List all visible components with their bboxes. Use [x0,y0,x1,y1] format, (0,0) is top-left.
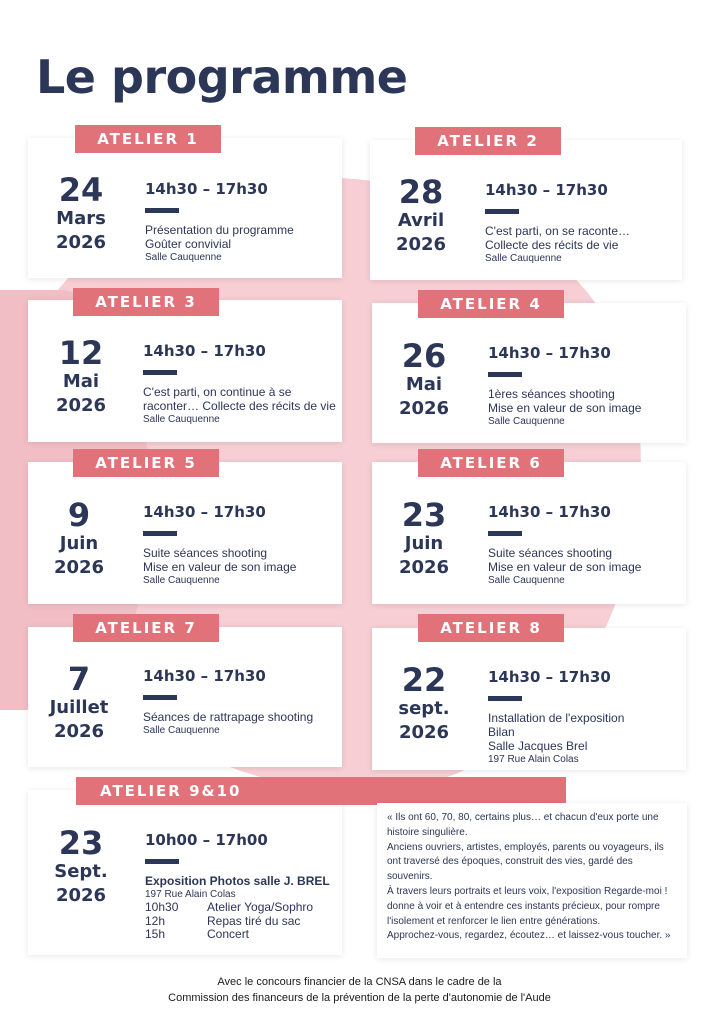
date-day: 7 [67,660,91,698]
date-month: Mai [405,374,443,395]
atelier-venue: Salle Cauquenne [488,416,565,427]
atelier-venue: Salle Cauquenne [488,575,565,586]
divider-bar [145,859,179,864]
date-year: 2026 [55,395,107,416]
atelier-venue: Salle Cauquenne [143,414,220,425]
date-day: 23 [401,496,447,534]
date-month: Mars [56,208,106,229]
date-month: Juin [404,533,444,554]
atelier-desc-line: Collecte des récits de vie [485,238,619,252]
atelier-date-8 [380,662,468,746]
date-month: Avril [397,210,445,231]
date-month: Juillet [49,697,109,718]
atelier-desc-line: Mise en valeur de son image [488,401,642,415]
atelier-date-4 [380,338,468,422]
atelier-desc-line: Suite séances shooting [143,546,268,560]
divider-bar [488,372,522,377]
atelier-tag-2: ATELIER 2 [415,127,561,155]
atelier-desc-line: Mise en valeur de son image [143,560,297,574]
date-day: 22 [401,661,447,699]
atelier-time: 14h30 – 17h30 [143,342,266,360]
atelier-tag-1: ATELIER 1 [75,125,221,153]
divider-bar [488,531,522,536]
atelier-tag-8: ATELIER 8 [418,614,564,642]
atelier-info-8 [488,668,680,766]
atelier-info-6 [488,503,680,587]
atelier-tag-3: ATELIER 3 [73,288,219,316]
atelier-desc-line: Mise en valeur de son image [488,560,642,574]
atelier-date-7 [35,661,123,745]
quote-paragraph: Anciens ouvriers, artistes, employés, parents ou voyageurs, ils ont traversé des époques, construit des vies, gardé des souvenirs. [387,841,664,883]
schedule-row [145,915,340,929]
date-day: 12 [58,334,104,372]
atelier-time: 14h30 – 17h30 [143,503,266,521]
quote-paragraph: « Ils ont 60, 70, 80, certains plus… et chacun d'eux porte une histoire singulière. [387,812,659,838]
atelier-tag-9-10: ATELIER 9&10 [76,777,566,805]
date-year: 2026 [53,721,105,742]
expo-title: Exposition Photos salle J. BREL [145,874,330,888]
atelier-desc-line: raconter… Collecte des récits de vie [143,399,336,413]
atelier-info-5 [143,503,338,587]
date-month: Mai [62,371,100,392]
atelier-desc-line: Installation de l'exposition [488,711,625,725]
atelier-desc-line: Salle Jacques Brel [488,739,588,753]
atelier-venue: Salle Cauquenne [145,252,222,263]
atelier-desc-line: 1ères séances shooting [488,387,615,401]
date-year: 2026 [55,232,107,253]
atelier-venue: 197 Rue Alain Colas [488,754,579,765]
schedule-label: Repas tiré du sac [207,913,301,928]
atelier-info-9-10 [145,831,340,942]
quote-paragraph: Approchez-vous, regardez, écoutez… et laissez-vous toucher. » [387,930,671,942]
atelier-date-3 [37,335,125,419]
date-year: 2026 [53,557,105,578]
atelier-date-2 [377,174,465,258]
date-year: 2026 [55,885,107,906]
divider-bar [143,695,177,700]
quote-paragraph: À travers leurs portraits et leurs voix, l'exposition Regarde-moi ! donne à voir et à entendre ces instants précieux, pour rompre l'isolement et renforcer le lien entre générations. [387,885,668,927]
date-year: 2026 [398,557,450,578]
date-year: 2026 [395,234,447,255]
atelier-time: 14h30 – 17h30 [488,503,611,521]
atelier-venue: Salle Cauquenne [143,725,220,736]
atelier-info-7 [143,667,338,737]
footer-line: Avec le concours financier de la CNSA dans le cadre de la [217,976,502,988]
date-month: Juin [59,533,99,554]
atelier-date-5 [35,497,123,581]
atelier-info-1 [145,180,335,264]
atelier-time: 14h30 – 17h30 [488,668,611,686]
divider-bar [143,370,177,375]
schedule-label: Concert [207,927,250,941]
divider-bar [143,531,177,536]
atelier-desc-line: Présentation du programme [145,223,294,237]
schedule-row [145,928,340,942]
date-month: sept. [398,698,450,719]
atelier-tag-6: ATELIER 6 [418,449,564,477]
date-day: 26 [401,337,447,375]
divider-bar [145,208,179,213]
atelier-desc-line: Séances de rattrapage shooting [143,710,314,724]
atelier-info-2 [485,181,675,265]
schedule-label: Atelier Yoga/Sophro [207,900,314,914]
footer-line: Commission des financeurs de la prévention de la perte d'autonomie de l'Aude [168,992,551,1004]
atelier-date-9-10 [37,825,125,909]
atelier-desc-line: Bilan [488,725,515,739]
date-day: 9 [67,496,91,534]
footer-credits [0,974,719,1006]
schedule-time: 15h [145,927,166,941]
atelier-date-6 [380,497,468,581]
atelier-desc-line: Goûter convivial [145,237,232,251]
schedule-row [145,901,340,915]
atelier-venue: Salle Cauquenne [143,575,220,586]
atelier-time: 14h30 – 17h30 [145,180,268,198]
date-year: 2026 [398,722,450,743]
atelier-info-4 [488,344,680,428]
date-year: 2026 [398,398,450,419]
divider-bar [488,696,522,701]
atelier-desc-line: C'est parti, on se raconte… [485,224,631,238]
quote-box [377,803,687,958]
date-day: 23 [58,824,104,862]
atelier-desc-line: C'est parti, on continue à se [143,385,292,399]
atelier-time: 14h30 – 17h30 [485,181,608,199]
atelier-tag-7: ATELIER 7 [73,614,219,642]
date-day: 24 [58,171,104,209]
atelier-desc-line: Suite séances shooting [488,546,613,560]
atelier-venue: 197 Rue Alain Colas [145,889,236,900]
schedule-time: 12h [145,913,166,928]
atelier-time: 10h00 – 17h00 [145,831,268,849]
atelier-tag-4: ATELIER 4 [418,290,564,318]
atelier-info-3 [143,342,338,426]
atelier-time: 14h30 – 17h30 [143,667,266,685]
atelier-tag-5: ATELIER 5 [73,449,219,477]
page-title: Le programme [36,50,408,104]
atelier-venue: Salle Cauquenne [485,253,562,264]
schedule-time: 10h30 [145,900,179,914]
divider-bar [485,209,519,214]
date-month: Sept. [54,861,108,882]
atelier-time: 14h30 – 17h30 [488,344,611,362]
atelier-date-1 [37,172,125,256]
date-day: 28 [398,173,444,211]
